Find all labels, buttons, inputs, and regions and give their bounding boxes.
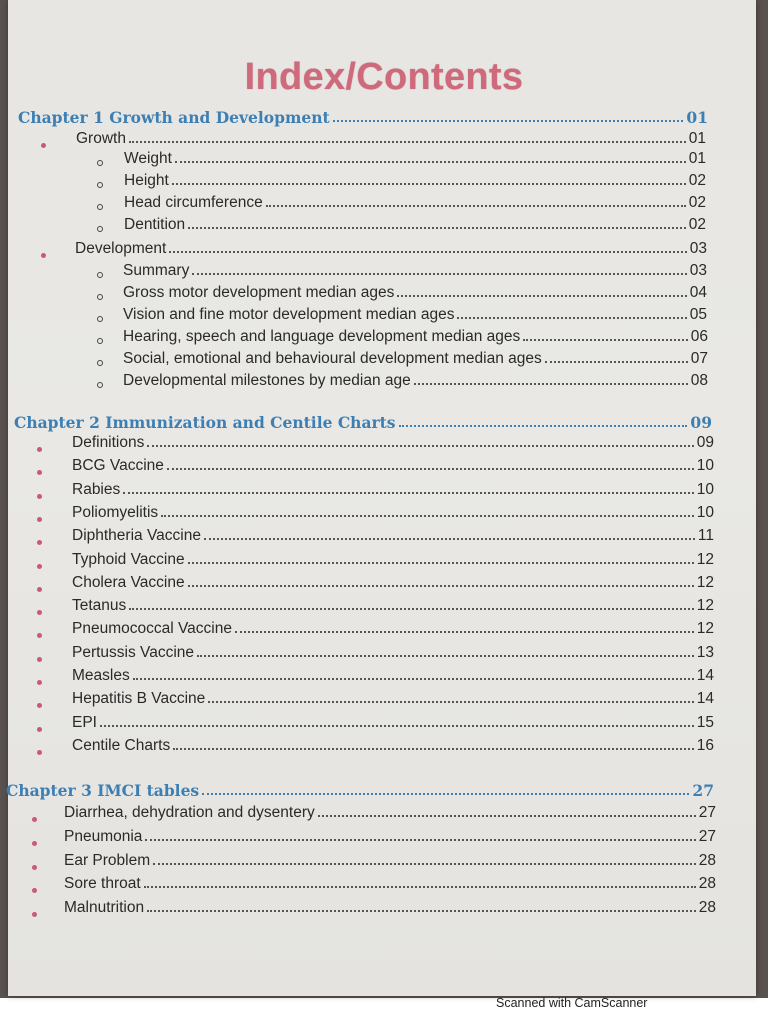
chapter-1-heading <box>18 108 708 127</box>
bullet-icon <box>37 750 42 755</box>
toc-entry: Typhoid Vaccine 12 <box>72 550 714 568</box>
toc-entry: EPI 15 <box>72 713 714 731</box>
chapter-3-heading <box>6 781 714 800</box>
toc-subentry: Gross motor development median ages 04 <box>123 284 707 301</box>
toc-entry: BCG Vaccine 10 <box>72 457 714 475</box>
circle-bullet-icon <box>97 204 103 210</box>
bullet-icon <box>37 517 42 522</box>
toc-entry: Diarrhea, dehydration and dysentery 27 <box>64 804 716 821</box>
toc-entry: Definitions 09 <box>72 434 714 451</box>
toc-entry: Ear Problem 28 <box>64 851 716 869</box>
circle-bullet-icon <box>97 160 103 166</box>
toc-subentry: Developmental milestones by median age 08 <box>123 372 708 389</box>
bullet-icon <box>37 447 42 452</box>
toc-subentry: Summary 03 <box>123 262 707 279</box>
toc-entry: Measles 14 <box>72 667 714 684</box>
circle-bullet-icon <box>97 272 103 278</box>
toc-entry: Pneumococcal Vaccine 12 <box>72 620 714 638</box>
bullet-icon <box>41 253 46 258</box>
toc-subentry: Head circumference 02 <box>124 194 706 211</box>
toc-subentry: Social, emotional and behavioural development median ages 07 <box>123 350 708 367</box>
toc-entry: Centile Charts 16 <box>72 736 714 754</box>
chapter-3-page: 27 <box>692 781 714 800</box>
circle-bullet-icon <box>97 382 103 388</box>
bullet-icon <box>32 841 37 846</box>
toc-entry: Growth 01 <box>76 130 706 147</box>
chapter-2-page: 09 <box>690 413 712 432</box>
chapter-2-title: Chapter 2 Immunization and Centile Charts <box>14 413 396 432</box>
bullet-icon <box>37 727 42 732</box>
toc-entry: Sore throat 28 <box>64 875 716 893</box>
bullet-icon <box>37 494 42 499</box>
bullet-icon <box>32 817 37 822</box>
toc-subentry: Height 02 <box>124 172 706 189</box>
toc-entry: Poliomyelitis 10 <box>72 503 714 521</box>
bullet-icon <box>37 587 42 592</box>
toc-subentry: Weight 01 <box>124 150 706 167</box>
toc-entry: Malnutrition 28 <box>64 899 716 917</box>
circle-bullet-icon <box>97 182 103 188</box>
chapter-2-heading <box>14 413 712 432</box>
toc-subentry: Vision and fine motor development median ages 05 <box>123 306 707 323</box>
scanner-watermark: Scanned with CamScanner <box>496 996 648 1010</box>
toc-entry: Pertussis Vaccine 13 <box>72 643 714 661</box>
bullet-icon <box>37 657 42 662</box>
chapter-1-title: Chapter 1 Growth and Development <box>18 108 330 127</box>
toc-entry: Pneumonia 27 <box>64 827 716 845</box>
circle-bullet-icon <box>97 360 103 366</box>
toc-entry: Tetanus 12 <box>72 597 714 615</box>
toc-entry: Cholera Vaccine 12 <box>72 573 714 591</box>
bullet-icon <box>37 680 42 685</box>
chapter-1-page: 01 <box>686 108 708 127</box>
toc-entry: Rabies 10 <box>72 480 714 498</box>
toc-subentry: Hearing, speech and language development median ages 06 <box>123 328 708 345</box>
toc-subentry: Dentition 02 <box>124 216 706 233</box>
circle-bullet-icon <box>97 338 103 344</box>
circle-bullet-icon <box>97 316 103 322</box>
toc-entry: Hepatitis B Vaccine 14 <box>72 690 714 708</box>
toc-entry: Development 03 <box>75 240 707 257</box>
bullet-icon <box>37 564 42 569</box>
bullet-icon <box>41 143 46 148</box>
bullet-icon <box>32 865 37 870</box>
page-title: Index/Contents <box>244 56 524 98</box>
toc-entry: Diphtheria Vaccine 11 <box>72 527 714 545</box>
circle-bullet-icon <box>97 294 103 300</box>
chapter-3-title: Chapter 3 IMCI tables <box>6 781 200 800</box>
circle-bullet-icon <box>97 226 103 232</box>
